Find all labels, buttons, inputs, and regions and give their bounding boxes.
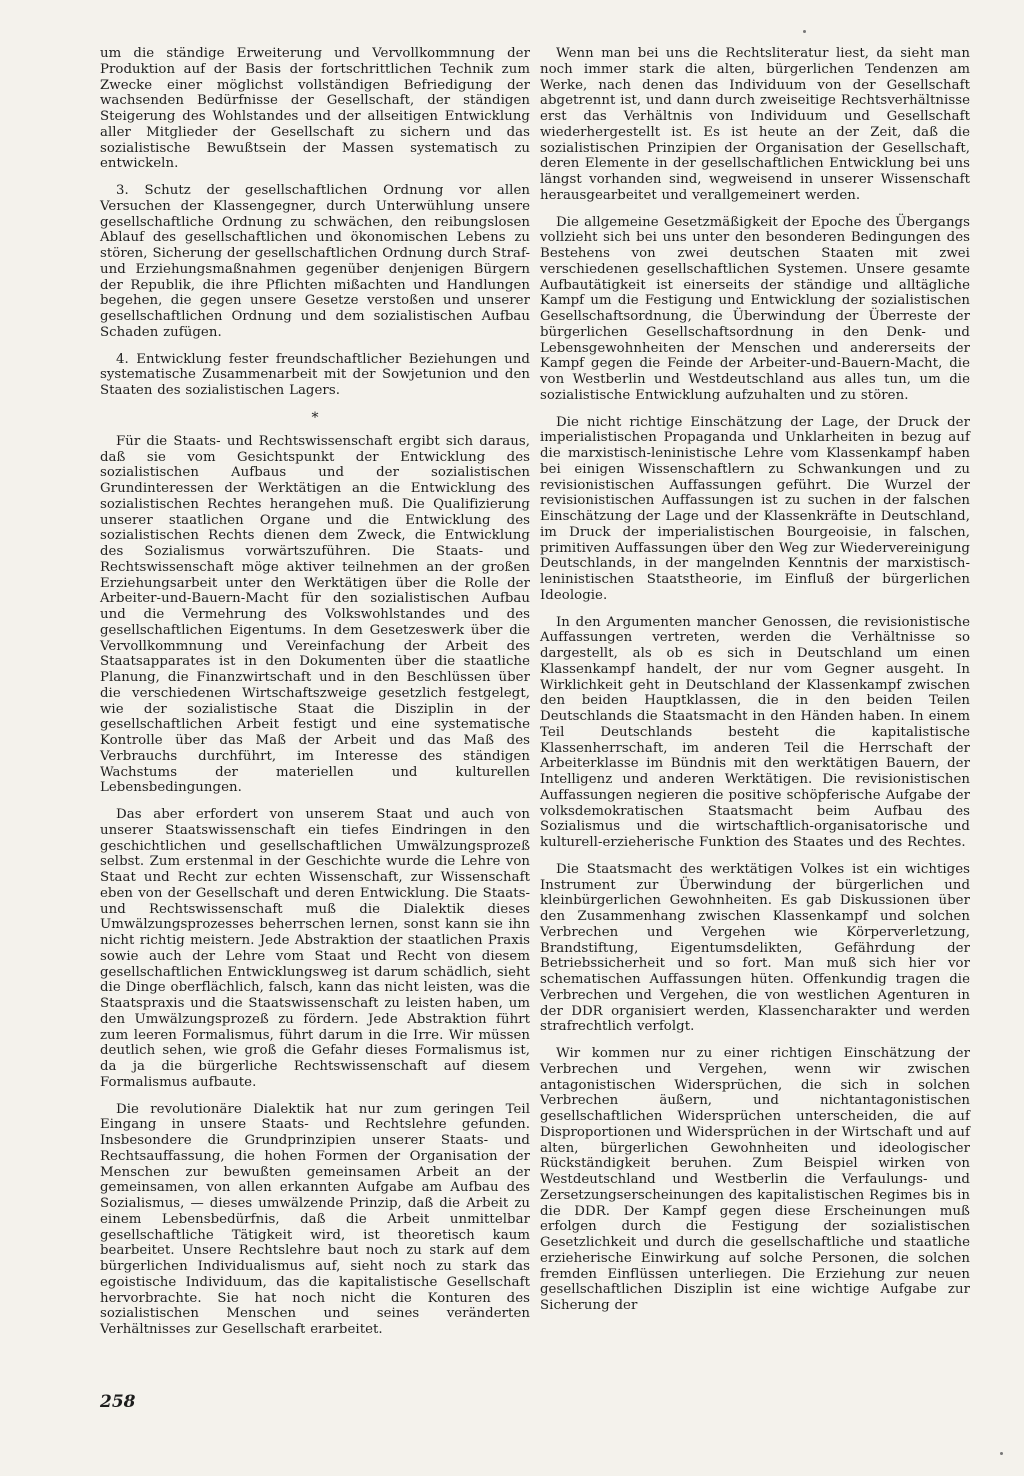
page-number: 258	[100, 1392, 136, 1412]
paragraph: Die Staatsmacht des werktätigen Volkes ist ein wichtiges Instrument zur Überwindung der bürgerlichen und kleinbürgerlichen Gewohnheiten. Es gab Diskussionen über den Zusammenhang zwischen Klassenkampf und solchen Verbrechen und Vergehen wie Körperverletzung, Brandstiftung, Eigentumsdelikten, Gefährdung der Betriebssicherheit und so fort. Man muß sich hier vor schematischen Auffassungen hüten. Offenkundig tragen die Verbrechen und Vergehen, die von westlichen Agenturen in der DDR organisiert werden, Klassencharakter und werden strafrechtlich verfolgt.	[540, 861, 970, 1035]
scan-speck	[803, 30, 806, 33]
paragraph: 4. Entwicklung fester freundschaftlicher Beziehungen und systematische Zusammenarbeit mit der Sowjetunion und den Staaten des sozialistischen Lagers.	[100, 351, 530, 398]
paragraph: Wir kommen nur zu einer richtigen Einschätzung der Verbrechen und Vergehen, wenn wir zwischen antagonistischen Widersprüchen, die sich in solchen Verbrechen äußern, und nichtantagonistischen gesellschaftlichen Widersprüchen unterscheiden, die auf Disproportionen und Widersprüchen in der Wirtschaft und auf alten, bürgerlichen Gewohnheiten und ideologischer Rückständigkeit beruhen. Zum Beispiel wirken von Westdeutschland und Westberlin die Verfaulungs- und Zersetzungserscheinungen des kapitalistischen Regimes bis in die DDR. Der Kampf gegen diese Erscheinungen muß erfolgen durch die Festigung der sozialistischen Gesetzlichkeit und durch die gesellschaftliche und staatliche erzieherische Einwirkung auf solche Personen, die solchen fremden Einflüssen unterliegen. Die Erziehung zur neuen gesellschaftlichen Disziplin ist eine wichtige Aufgabe zur Sicherung der	[540, 1046, 970, 1313]
left-column	[100, 46, 530, 1349]
paragraph: Das aber erfordert von unserem Staat und auch von unserer Staatswissenschaft ein tiefes Eindringen in den geschichtlichen und gesellschaftlichen Umwälzungsprozeß selbst. Zum erstenmal in der Geschichte wurde die Lehre von Staat und Recht zur echten Wissenschaft, zur Wissenschaft eben von der Gesellschaft und deren Entwicklung. Die Staats- und Rechtswissenschaft muß die Dialektik dieses Umwälzungsprozesses beherrschen lernen, sonst kann sie ihn nicht richtig meistern. Jede Abstraktion der staatlichen Praxis sowie auch der Lehre vom Staat und Recht von diesem gesellschaftlichen Entwicklungsweg ist darum schädlich, sieht die Dinge oberflächlich, falsch, kann das nicht leisten, was die Staatspraxis und die Staatswissenschaft zu leisten haben, um den Umwälzungsprozeß zu fördern. Jede Abstraktion führt zum leeren Formalismus, führt darum in die Irre. Wir müssen deutlich sehen, wie groß die Gefahr dieses Formalismus ist, da ja die bürgerliche Rechtswissenschaft auf diesem Formalismus aufbaute.	[100, 807, 530, 1090]
section-separator: *	[311, 409, 319, 426]
paragraph: Die revolutionäre Dialektik hat nur zum geringen Teil Eingang in unsere Staats- und Rechtslehre gefunden. Insbesondere die Grundprinzipien unserer Staats- und Rechtsauffassung, die hohen Formen der Organisation der Menschen zur bewußten gemeinsamen Arbeit an der gemeinsamen, von allen erkannten Aufgabe am Aufbau des Sozialismus, — dieses umwälzende Prinzip, daß die Arbeit zu einem Lebensbedürfnis, daß die Arbeit unmittelbar gesellschaftliche Tätigkeit wird, ist theoretisch kaum bearbeitet. Unsere Rechtslehre baut noch zu stark auf dem bürgerlichen Individualismus auf, sieht noch zu stark das egoistische Individuum, das die kapitalistische Gesellschaft hervorbrachte. Sie hat noch nicht die Konturen des sozialistischen Menschen und seines veränderten Verhältnisses zur Gesellschaft erarbeitet.	[100, 1101, 530, 1337]
paragraph: 3. Schutz der gesellschaftlichen Ordnung vor allen Versuchen der Klassengegner, durch Unterwühlung unsere gesellschaftliche Ordnung zu schwächen, den reibungslosen Ablauf des gesellschaftlichen und ökonomischen Lebens zu stören, Sicherung der gesellschaftlichen Ordnung durch Straf- und Erziehungsmaßnahmen gegenüber denjenigen Bürgern der Republik, die ihre Pflichten mißachten und Handlungen begehen, die gegen unsere Gesetze verstoßen und unserer gesellschaftlichen Ordnung und dem sozialistischen Aufbau Schaden zufügen.	[100, 183, 530, 340]
paragraph: um die ständige Erweiterung und Vervollkommnung der Produktion auf der Basis der fortschrittlichen Technik zum Zwecke einer möglichst vollständigen Befriedigung der wachsenden Bedürfnisse der Gesellschaft, der ständigen Steigerung des Wohlstandes und der allseitigen Entwicklung aller Mitglieder der Gesellschaft zu sichern und das sozialistische Bewußtsein der Massen systematisch zu entwickeln.	[100, 46, 530, 172]
scan-speck	[1000, 1452, 1003, 1455]
paragraph: Die nicht richtige Einschätzung der Lage, der Druck der imperialistischen Propaganda und Unklarheiten in bezug auf die marxistisch-leninistische Lehre vom Klassenkampf haben bei einigen Wissenschaftlern zu Schwankungen und zu revisionistischen Auffassungen geführt. Die Wurzel der revisionistischen Auffassungen ist zu suchen in der falschen Einschätzung der Lage und der Klassenkräfte in Deutschland, im Druck der imperialistischen Bourgeoisie, in falschen, primitiven Auffassungen über den Weg zur Wiedervereinigung Deutschlands, in der mangelnden Kenntnis der marxistisch-leninistischen Staatstheorie, im Einfluß der bürgerlichen Ideologie.	[540, 414, 970, 603]
paragraph: Wenn man bei uns die Rechtsliteratur liest, da sieht man noch immer stark die alten, bürgerlichen Tendenzen am Werke, nach denen das Individuum von der Gesellschaft abgetrennt ist, und dann durch zweiseitige Rechtsverhältnisse erst das Verhältnis von Individuum und Gesellschaft wiederhergestellt ist. Es ist heute an der Zeit, daß die sozialistischen Prinzipien der Organisation der Gesellschaft, deren Elemente in der gesellschaftlichen Entwicklung bei uns längst vorhanden sind, wegweisend in unserer Wissenschaft herausgearbeitet und verallgemeinert werden.	[540, 46, 970, 203]
paragraph: Die allgemeine Gesetzmäßigkeit der Epoche des Übergangs vollzieht sich bei uns unter den besonderen Bedingungen des Bestehens von zwei deutschen Staaten mit zwei verschiedenen gesellschaftlichen Systemen. Unsere gesamte Aufbautätigkeit ist einerseits der ständige und alltägliche Kampf um die Festigung und Entwicklung der sozialistischen Gesellschaftsordnung, die Überwindung der Überreste der bürgerlichen Gesellschaftsordnung in den Denk- und Lebensgewohnheiten der Menschen und andererseits der Kampf gegen die Feinde der Arbeiter-und-Bauern-Macht, die von Westberlin und Westdeutschland aus alles tun, um die sozialistische Entwicklung aufzuhalten und zu stören.	[540, 214, 970, 403]
paragraph: In den Argumenten mancher Genossen, die revisionistische Auffassungen vertreten, werden die Verhältnisse so dargestellt, als ob es sich in Deutschland um einen Klassenkampf handelt, der nur vom Gegner ausgeht. In Wirklichkeit geht in Deutschland der Klassenkampf zwischen den beiden Hauptklassen, die in den beiden Teilen Deutschlands die Staatsmacht in den Händen haben. In einem Teil Deutschlands besteht die kapitalistische Klassenherrschaft, im anderen Teil die Herrschaft der Arbeiterklasse im Bündnis mit den werktätigen Bauern, der Intelligenz und anderen Werktätigen. Die revisionistischen Auffassungen negieren die positive schöpferische Aufgabe der volksdemokratischen Staatsmacht beim Aufbau des Sozialismus und die wirtschaftlich-organisatorische und kulturell-erzieherische Funktion des Staates und des Rechtes.	[540, 614, 970, 850]
right-column	[540, 46, 970, 1325]
paragraph: Für die Staats- und Rechtswissenschaft ergibt sich daraus, daß sie vom Gesichtspunkt der Entwicklung des sozialistischen Aufbaus und der sozialistischen Grundinteressen der Werktätigen an die Entwicklung des sozialistischen Rechtes herangehen muß. Die Qualifizierung unserer staatlichen Organe und die Entwicklung des sozialistischen Rechts dienen dem Zweck, die Entwicklung des Sozialismus vorwärtszuführen. Die Staats- und Rechtswissenschaft möge aktiver teilnehmen an der großen Erziehungsarbeit unter den Werktätigen über die Rolle der Arbeiter-und-Bauern-Macht für den sozialistischen Aufbau und die Vermehrung des Volkswohlstandes und des gesellschaftlichen Eigentums. In dem Gesetzeswerk über die Vervollkommnung und Vereinfachung der Arbeit des Staatsapparates ist in den Dokumenten über die staatliche Planung, die Finanzwirtschaft und in den Beschlüssen über die verschiedenen Wirtschaftszweige gesetzlich festgelegt, wie der sozialistische Staat die Disziplin in der gesellschaftlichen Arbeit festigt und eine systematische Kontrolle über das Maß der Arbeit und das Maß des Verbrauchs durchführt, im Interesse des ständigen Wachstums der materiellen und kulturellen Lebensbedingungen.	[100, 433, 530, 796]
